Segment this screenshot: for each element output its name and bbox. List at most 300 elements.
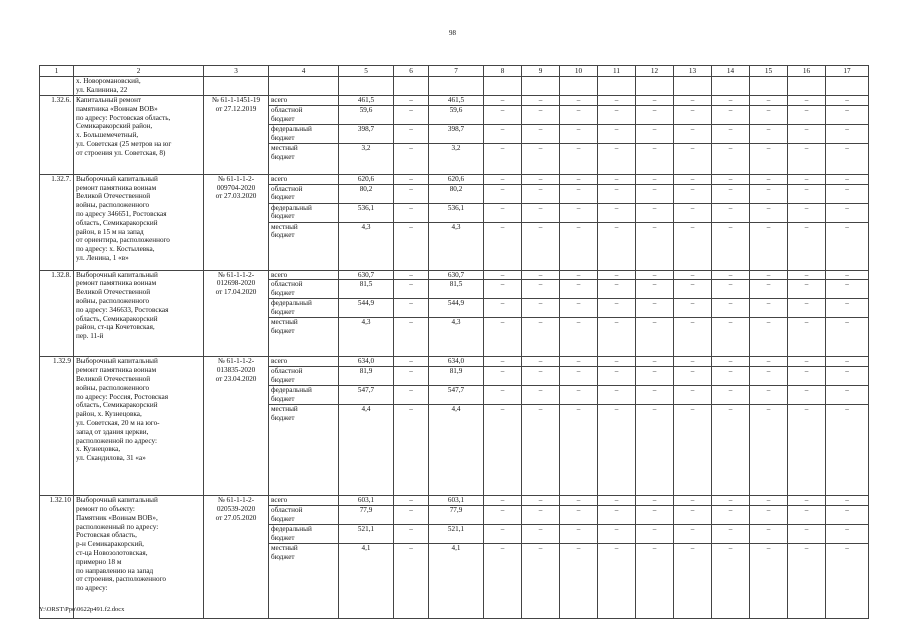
column-number: 4 xyxy=(269,66,339,77)
cost-col13: – xyxy=(674,524,712,543)
cost-col17: – xyxy=(826,203,869,222)
cost-total: 620,6 xyxy=(339,174,394,184)
cost-col15: – xyxy=(750,222,788,270)
funding-source: федеральный бюджет xyxy=(269,124,339,143)
cost-total: 461,5 xyxy=(339,96,394,106)
cost-col9: – xyxy=(522,543,560,618)
cost-col8: – xyxy=(484,96,522,106)
cost-col14: – xyxy=(712,280,750,299)
cost-col11: – xyxy=(598,203,636,222)
cost-col13: – xyxy=(674,143,712,174)
cost-col11: – xyxy=(598,96,636,106)
cost-col6: – xyxy=(394,270,429,280)
cost-col8: – xyxy=(484,543,522,618)
cost-col15: – xyxy=(750,203,788,222)
cost-col7: 4,3 xyxy=(429,318,484,357)
cost-col9: – xyxy=(522,496,560,506)
cost-col16: – xyxy=(788,203,826,222)
funding-source: федеральный бюджет xyxy=(269,299,339,318)
cost-col14: – xyxy=(712,143,750,174)
cost-col16: – xyxy=(788,524,826,543)
cost-col9: – xyxy=(522,270,560,280)
cost-col9: – xyxy=(522,367,560,386)
cost-col12: – xyxy=(636,270,674,280)
cost-col12: – xyxy=(636,299,674,318)
cost-col7: 3,2 xyxy=(429,143,484,174)
funding-source: местный бюджет xyxy=(269,222,339,270)
cost-col17: – xyxy=(826,505,869,524)
cost-col16: – xyxy=(788,386,826,405)
cost-col10: – xyxy=(560,174,598,184)
cost-col7: 4,3 xyxy=(429,222,484,270)
cost-col11: – xyxy=(598,357,636,367)
cost-col9: – xyxy=(522,357,560,367)
cost-col12: – xyxy=(636,174,674,184)
permit-number: № 61-1-1-2- 009704-2020 от 27.03.2020 xyxy=(204,174,269,270)
cost-col8: – xyxy=(484,105,522,124)
cost-col7: 59,6 xyxy=(429,105,484,124)
funding-source: всего xyxy=(269,357,339,367)
cost-col6: – xyxy=(394,505,429,524)
cost-col8: – xyxy=(484,357,522,367)
cost-col17: – xyxy=(826,105,869,124)
cost-col17: – xyxy=(826,543,869,618)
column-number: 9 xyxy=(522,66,560,77)
row-id: 1.32.6. xyxy=(40,96,74,175)
object-name: Выборочный капитальный ремонт памятника воинам Великой Отечественной войны, расположенного по адресу: Россия, Ростовская область, Семикаракорский район, х. Кузнецовка, ул. Советская, 20 м на юго- запад от здания церкви, расположенной по адресу: х. Кузнецовка, ул. Скандилова, 31 «а» xyxy=(74,357,204,496)
cost-col12: – xyxy=(636,524,674,543)
cost-col8: – xyxy=(484,505,522,524)
cost-col9: – xyxy=(522,203,560,222)
column-number: 17 xyxy=(826,66,869,77)
cost-col13: – xyxy=(674,96,712,106)
cost-col15: – xyxy=(750,386,788,405)
column-number: 16 xyxy=(788,66,826,77)
cost-col8: – xyxy=(484,318,522,357)
cost-col16: – xyxy=(788,222,826,270)
cost-col11: – xyxy=(598,299,636,318)
cost-col16: – xyxy=(788,96,826,106)
cost-col9: – xyxy=(522,386,560,405)
cost-col10: – xyxy=(560,299,598,318)
column-number: 6 xyxy=(394,66,429,77)
cost-total: 4,1 xyxy=(339,543,394,618)
cost-col17: – xyxy=(826,299,869,318)
row-id: 1.32.10 xyxy=(40,496,74,619)
cost-col10: – xyxy=(560,203,598,222)
cost-col6: – xyxy=(394,184,429,203)
cost-col14: – xyxy=(712,318,750,357)
cost-col9: – xyxy=(522,174,560,184)
cost-col6: – xyxy=(394,203,429,222)
budget-table xyxy=(39,65,869,619)
cost-col6: – xyxy=(394,222,429,270)
cost-col7: 4,1 xyxy=(429,543,484,618)
cost-col6: – xyxy=(394,124,429,143)
funding-source: областной бюджет xyxy=(269,105,339,124)
cost-col15: – xyxy=(750,367,788,386)
funding-source: местный бюджет xyxy=(269,143,339,174)
cost-col8: – xyxy=(484,367,522,386)
cost-col15: – xyxy=(750,299,788,318)
funding-source: областной бюджет xyxy=(269,367,339,386)
funding-source: областной бюджет xyxy=(269,280,339,299)
cost-col16: – xyxy=(788,143,826,174)
table-row xyxy=(40,96,869,106)
cost-col11: – xyxy=(598,524,636,543)
cost-col6: – xyxy=(394,496,429,506)
cost-col11: – xyxy=(598,318,636,357)
cost-col7: 620,6 xyxy=(429,174,484,184)
object-name: х. Новоромановский, ул. Калинина, 22 xyxy=(74,77,204,96)
cost-col14: – xyxy=(712,203,750,222)
funding-source: местный бюджет xyxy=(269,405,339,496)
cost-col11: – xyxy=(598,543,636,618)
cost-col10: – xyxy=(560,505,598,524)
continuation-row xyxy=(40,77,869,96)
object-name: Выборочный капитальный ремонт памятника воинам Великой Отечественной войны, расположенного по адресу 346651, Ростовская область, Семикаракорский район, в 15 м на запад от ориентира, расположенного по адресу: х. Костылевка, ул. Ленина, 1 «в» xyxy=(74,174,204,270)
cost-col9: – xyxy=(522,299,560,318)
cost-total: 4,3 xyxy=(339,222,394,270)
cost-col7: 634,0 xyxy=(429,357,484,367)
cost-total: 398,7 xyxy=(339,124,394,143)
cost-col11: – xyxy=(598,367,636,386)
cost-col9: – xyxy=(522,124,560,143)
cost-col8: – xyxy=(484,222,522,270)
cost-total: 80,2 xyxy=(339,184,394,203)
cost-col8: – xyxy=(484,496,522,506)
cost-col14: – xyxy=(712,96,750,106)
cost-col10: – xyxy=(560,496,598,506)
cost-col17: – xyxy=(826,405,869,496)
cost-col9: – xyxy=(522,505,560,524)
table-row xyxy=(40,357,869,367)
funding-source: всего xyxy=(269,96,339,106)
cost-col15: – xyxy=(750,357,788,367)
cost-col15: – xyxy=(750,184,788,203)
permit-number: № 61-1-1-2- 020539-2020 от 27.05.2020 xyxy=(204,496,269,619)
cost-col10: – xyxy=(560,96,598,106)
cost-col8: – xyxy=(484,143,522,174)
cost-col9: – xyxy=(522,105,560,124)
table-row xyxy=(40,174,869,184)
cost-col15: – xyxy=(750,524,788,543)
cost-col14: – xyxy=(712,174,750,184)
cost-col16: – xyxy=(788,543,826,618)
column-number-row xyxy=(40,66,869,77)
cost-col13: – xyxy=(674,367,712,386)
cost-col17: – xyxy=(826,143,869,174)
cost-col12: – xyxy=(636,203,674,222)
cost-col15: – xyxy=(750,270,788,280)
column-number: 3 xyxy=(204,66,269,77)
cost-col12: – xyxy=(636,105,674,124)
cost-col16: – xyxy=(788,270,826,280)
row-id: 1.32.7. xyxy=(40,174,74,270)
cost-col14: – xyxy=(712,299,750,318)
cost-col17: – xyxy=(826,222,869,270)
cost-col11: – xyxy=(598,184,636,203)
cost-col9: – xyxy=(522,280,560,299)
page-number: 98 xyxy=(449,29,456,37)
cost-total: 630,7 xyxy=(339,270,394,280)
cost-col17: – xyxy=(826,174,869,184)
cost-total: 536,1 xyxy=(339,203,394,222)
cost-col11: – xyxy=(598,124,636,143)
funding-source: местный бюджет xyxy=(269,318,339,357)
cost-col7: 630,7 xyxy=(429,270,484,280)
cost-col6: – xyxy=(394,543,429,618)
cost-col16: – xyxy=(788,105,826,124)
cost-total: 81,9 xyxy=(339,367,394,386)
cost-col10: – xyxy=(560,270,598,280)
cost-col16: – xyxy=(788,184,826,203)
cost-col13: – xyxy=(674,184,712,203)
column-number: 15 xyxy=(750,66,788,77)
cost-col15: – xyxy=(750,124,788,143)
cost-col13: – xyxy=(674,270,712,280)
cost-col11: – xyxy=(598,496,636,506)
cost-col11: – xyxy=(598,386,636,405)
funding-source: федеральный бюджет xyxy=(269,386,339,405)
column-number: 2 xyxy=(74,66,204,77)
cost-col12: – xyxy=(636,184,674,203)
file-path-footer: Y:\ORST\Ppo\0622p491.f2.docx xyxy=(39,606,125,613)
funding-source: всего xyxy=(269,270,339,280)
cost-col13: – xyxy=(674,124,712,143)
cost-col6: – xyxy=(394,357,429,367)
row-id: 1.32.8. xyxy=(40,270,74,357)
cost-col16: – xyxy=(788,357,826,367)
cost-col17: – xyxy=(826,318,869,357)
cost-col8: – xyxy=(484,524,522,543)
cost-col11: – xyxy=(598,174,636,184)
cost-total: 544,9 xyxy=(339,299,394,318)
column-number: 10 xyxy=(560,66,598,77)
cost-col13: – xyxy=(674,386,712,405)
cost-col9: – xyxy=(522,222,560,270)
cost-total: 4,4 xyxy=(339,405,394,496)
cost-col10: – xyxy=(560,367,598,386)
cost-col11: – xyxy=(598,505,636,524)
cost-col6: – xyxy=(394,386,429,405)
cost-col9: – xyxy=(522,405,560,496)
funding-source: областной бюджет xyxy=(269,505,339,524)
table-row xyxy=(40,496,869,506)
cost-col14: – xyxy=(712,184,750,203)
cost-col16: – xyxy=(788,505,826,524)
cost-col15: – xyxy=(750,96,788,106)
cost-col6: – xyxy=(394,318,429,357)
cost-col17: – xyxy=(826,184,869,203)
cost-col7: 544,9 xyxy=(429,299,484,318)
object-name: Капитальный ремонт памятника «Воинам ВОВ» по адресу: Ростовская область, Семикаракорский район, х. Большемечетный, ул. Советская (25 метров на юг от строения ул. Советская, 8) xyxy=(74,96,204,175)
cost-col14: – xyxy=(712,543,750,618)
cost-col14: – xyxy=(712,405,750,496)
cost-total: 4,3 xyxy=(339,318,394,357)
cost-col13: – xyxy=(674,496,712,506)
cost-col16: – xyxy=(788,299,826,318)
column-number: 5 xyxy=(339,66,394,77)
cost-col8: – xyxy=(484,386,522,405)
cost-col17: – xyxy=(826,270,869,280)
cost-col6: – xyxy=(394,280,429,299)
cost-col10: – xyxy=(560,524,598,543)
cost-total: 3,2 xyxy=(339,143,394,174)
cost-col12: – xyxy=(636,222,674,270)
cost-col7: 4,4 xyxy=(429,405,484,496)
permit-number: № 61-1-1-2- 013835-2020 от 23.04.2020 xyxy=(204,357,269,496)
cost-col11: – xyxy=(598,270,636,280)
cost-col12: – xyxy=(636,367,674,386)
cost-col17: – xyxy=(826,124,869,143)
cost-col14: – xyxy=(712,505,750,524)
cost-col6: – xyxy=(394,96,429,106)
cost-col10: – xyxy=(560,405,598,496)
cost-col14: – xyxy=(712,105,750,124)
cost-col12: – xyxy=(636,543,674,618)
cost-col11: – xyxy=(598,280,636,299)
cost-col12: – xyxy=(636,143,674,174)
cost-col15: – xyxy=(750,174,788,184)
cost-col9: – xyxy=(522,143,560,174)
cost-col17: – xyxy=(826,367,869,386)
cost-col8: – xyxy=(484,203,522,222)
cost-col14: – xyxy=(712,124,750,143)
cost-col10: – xyxy=(560,543,598,618)
cost-col15: – xyxy=(750,105,788,124)
funding-source: местный бюджет xyxy=(269,543,339,618)
row-id: 1.32.9 xyxy=(40,357,74,496)
cost-col13: – xyxy=(674,505,712,524)
cost-col10: – xyxy=(560,105,598,124)
cost-col10: – xyxy=(560,357,598,367)
cost-col11: – xyxy=(598,405,636,496)
cost-col14: – xyxy=(712,386,750,405)
cost-col13: – xyxy=(674,318,712,357)
cost-col17: – xyxy=(826,96,869,106)
cost-col14: – xyxy=(712,367,750,386)
cost-col16: – xyxy=(788,174,826,184)
cost-col8: – xyxy=(484,174,522,184)
cost-col15: – xyxy=(750,143,788,174)
cost-col14: – xyxy=(712,222,750,270)
cost-col9: – xyxy=(522,184,560,203)
cost-col16: – xyxy=(788,280,826,299)
cost-total: 59,6 xyxy=(339,105,394,124)
cost-col13: – xyxy=(674,203,712,222)
cost-col16: – xyxy=(788,318,826,357)
table-row xyxy=(40,270,869,280)
cost-col17: – xyxy=(826,280,869,299)
cost-col8: – xyxy=(484,299,522,318)
cost-col10: – xyxy=(560,386,598,405)
object-name: Выборочный капитальный ремонт памятника воинам Великой Отечественной войны, расположенного по адресу: 346633, Ростовская область, Семикаракорский район, ст-ца Кочетовская, пер. 11-й xyxy=(74,270,204,357)
cost-col11: – xyxy=(598,105,636,124)
cost-col8: – xyxy=(484,124,522,143)
permit-number: № 61-1-1-2- 012698-2020 от 17.04.2020 xyxy=(204,270,269,357)
cost-col6: – xyxy=(394,143,429,174)
cost-col7: 521,1 xyxy=(429,524,484,543)
cost-col7: 536,1 xyxy=(429,203,484,222)
cost-col7: 77,9 xyxy=(429,505,484,524)
cost-col6: – xyxy=(394,524,429,543)
cost-col7: 398,7 xyxy=(429,124,484,143)
cost-col15: – xyxy=(750,405,788,496)
cost-col11: – xyxy=(598,143,636,174)
cost-col13: – xyxy=(674,299,712,318)
funding-source: всего xyxy=(269,496,339,506)
cost-total: 634,0 xyxy=(339,357,394,367)
funding-source: федеральный бюджет xyxy=(269,203,339,222)
cost-col13: – xyxy=(674,405,712,496)
cost-col12: – xyxy=(636,386,674,405)
cost-col12: – xyxy=(636,357,674,367)
cost-col14: – xyxy=(712,357,750,367)
funding-source: всего xyxy=(269,174,339,184)
funding-source: федеральный бюджет xyxy=(269,524,339,543)
permit-number: № 61-1-1451-19 от 27.12.2019 xyxy=(204,96,269,175)
column-number: 1 xyxy=(40,66,74,77)
cost-col6: – xyxy=(394,405,429,496)
cost-col15: – xyxy=(750,505,788,524)
cost-col6: – xyxy=(394,174,429,184)
cost-col9: – xyxy=(522,524,560,543)
cost-col10: – xyxy=(560,280,598,299)
funding-source: областной бюджет xyxy=(269,184,339,203)
cost-col17: – xyxy=(826,496,869,506)
cost-col16: – xyxy=(788,367,826,386)
cost-col13: – xyxy=(674,174,712,184)
cost-col12: – xyxy=(636,405,674,496)
cost-col12: – xyxy=(636,280,674,299)
column-number: 7 xyxy=(429,66,484,77)
cost-col9: – xyxy=(522,318,560,357)
cost-col7: 461,5 xyxy=(429,96,484,106)
cost-col7: 81,5 xyxy=(429,280,484,299)
column-number: 13 xyxy=(674,66,712,77)
cost-col11: – xyxy=(598,222,636,270)
cost-col12: – xyxy=(636,96,674,106)
cost-col16: – xyxy=(788,405,826,496)
cost-col14: – xyxy=(712,524,750,543)
cost-col6: – xyxy=(394,105,429,124)
cost-col9: – xyxy=(522,96,560,106)
cost-col16: – xyxy=(788,496,826,506)
cost-col6: – xyxy=(394,299,429,318)
cost-col10: – xyxy=(560,143,598,174)
cost-total: 603,1 xyxy=(339,496,394,506)
cost-col13: – xyxy=(674,105,712,124)
cost-col13: – xyxy=(674,222,712,270)
cost-col13: – xyxy=(674,543,712,618)
cost-col7: 81,9 xyxy=(429,367,484,386)
cost-col17: – xyxy=(826,386,869,405)
cost-col13: – xyxy=(674,280,712,299)
cost-col14: – xyxy=(712,270,750,280)
cost-col7: 547,7 xyxy=(429,386,484,405)
cost-col17: – xyxy=(826,357,869,367)
cost-total: 81,5 xyxy=(339,280,394,299)
cost-col10: – xyxy=(560,124,598,143)
cost-col15: – xyxy=(750,496,788,506)
cost-col12: – xyxy=(636,496,674,506)
cost-col12: – xyxy=(636,124,674,143)
cost-col8: – xyxy=(484,280,522,299)
cost-col7: 603,1 xyxy=(429,496,484,506)
cost-col14: – xyxy=(712,496,750,506)
cost-col10: – xyxy=(560,184,598,203)
